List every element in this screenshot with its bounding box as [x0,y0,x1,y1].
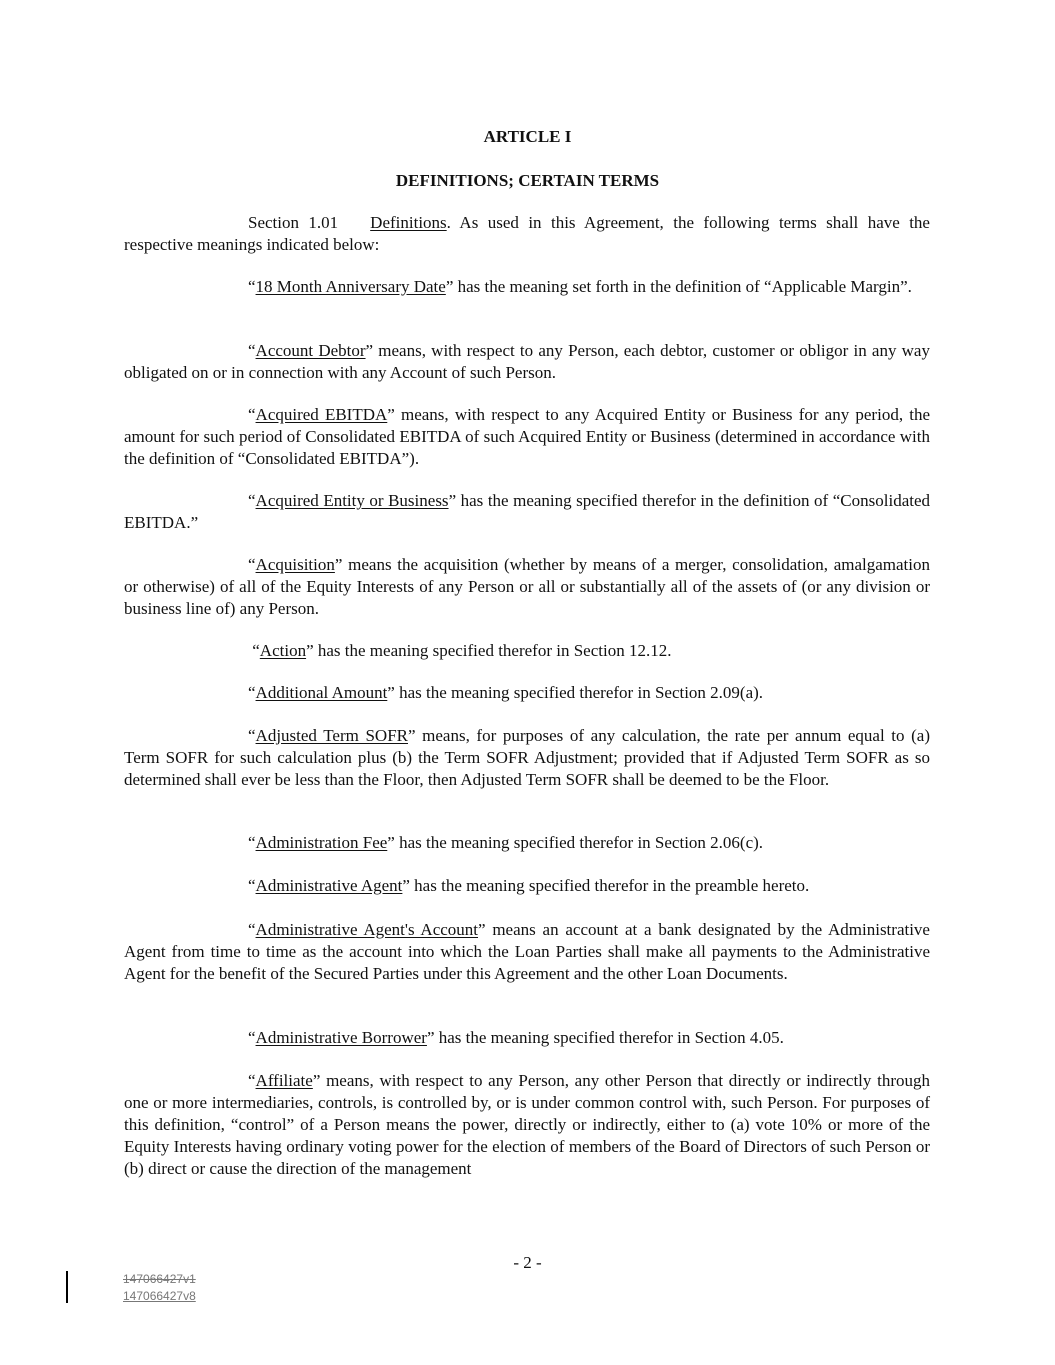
definition-paragraph: “Acquired Entity or Business” has the meaning specified therefor in the definition of “Consolidated EBITDA.” [124,491,931,532]
definition-paragraph: “Additional Amount” has the meaning specified therefor in Section 2.09(a). [248,683,764,702]
article-subheading: DEFINITIONS; CERTAIN TERMS [395,171,660,190]
defined-term: Acquisition [255,555,335,574]
defined-term: Acquired EBITDA [255,405,388,424]
defined-term: Adjusted Term SOFR [255,726,408,745]
page-number: - 2 - [513,1253,542,1272]
definition-paragraph: “Adjusted Term SOFR” means, for purposes of any calculation, the rate per annum equal to (a) Term SOFR for such calculation plus (b) the Term SOFR Adjustment; provided that if Adjusted Term SOFR as so determined shall ever be less than the Floor, then Adjusted Term SOFR shall be deemed to be the Floor. [124,726,931,789]
definition-paragraph: “Administrative Borrower” has the meaning specified therefor in Section 4.05. [248,1028,784,1047]
definition-paragraph: “Acquisition” means the acquisition (whether by means of a merger, consolidation, amalgamation or otherwise) of all of the Equity Interests of any Person or all or substantially all of the assets of (or any division or business line of) any Person. [124,555,930,618]
article-heading: ARTICLE I [483,127,572,146]
definition-paragraph: “Account Debtor” means, with respect to any Person, each debtor, customer or obligor in any way obligated on or in connection with any Account of such Person. [124,341,930,382]
defined-term: Account Debtor [255,341,366,360]
document-id-deleted: 147066427v1 [123,1272,196,1286]
revision-change-bar [66,1271,68,1303]
section-number: Section 1.01 [248,213,339,232]
section-title: Definitions [370,213,447,232]
document-id-inserted: 147066427v8 [123,1289,196,1303]
section-text: . As used in this Agreement, the following terms shall have the respective meanings indicated below: [124,213,930,254]
defined-term: Administrative Agent's Account [255,920,479,939]
defined-term: Administrative Borrower [255,1028,427,1047]
definition-paragraph: “Acquired EBITDA” means, with respect to any Acquired Entity or Business for any period, the amount for such period of Consolidated EBITDA of such Acquired Entity or Business (determined in accordance with the definition of “Consolidated EBITDA”). [124,405,930,468]
definition-paragraph: “Administrative Agent” has the meaning specified therefor in the preamble hereto. [248,876,810,895]
definition-paragraph: “18 Month Anniversary Date” has the meaning set forth in the definition of “Applicable Margin”. [248,277,912,296]
defined-term: Acquired Entity or Business [255,491,449,510]
defined-term: Administration Fee [255,833,388,852]
section-intro [124,212,930,256]
definition-paragraph: “Affiliate” means, with respect to any Person, any other Person that directly or indirectly through one or more intermediaries, controls, is controlled by, or is under common control with, such Person. For purposes of this definition, “control” of a Person means the power, directly or indirectly, either to (a) vote 10% or more of the Equity Interests having ordinary voting power for the election of members of the Board of Directors of such Person or (b) direct or cause the direction of the management [124,1071,930,1178]
definition-paragraph: “Administration Fee” has the meaning specified therefor in Section 2.06(c). [248,833,764,852]
defined-term: Affiliate [255,1071,313,1090]
definition-paragraph: “Action” has the meaning specified therefor in Section 12.12. [248,641,672,660]
defined-term: Additional Amount [255,683,388,702]
definition-paragraph: “Administrative Agent's Account” means an account at a bank designated by the Administrative Agent from time to time as the account into which the Loan Parties shall make all payments to the Administrative Agent for the benefit of the Secured Parties under this Agreement and the other Loan Documents. [124,920,930,983]
defined-term: 18 Month Anniversary Date [255,277,446,296]
defined-term: Administrative Agent [255,876,403,895]
defined-term: Action [259,641,307,660]
